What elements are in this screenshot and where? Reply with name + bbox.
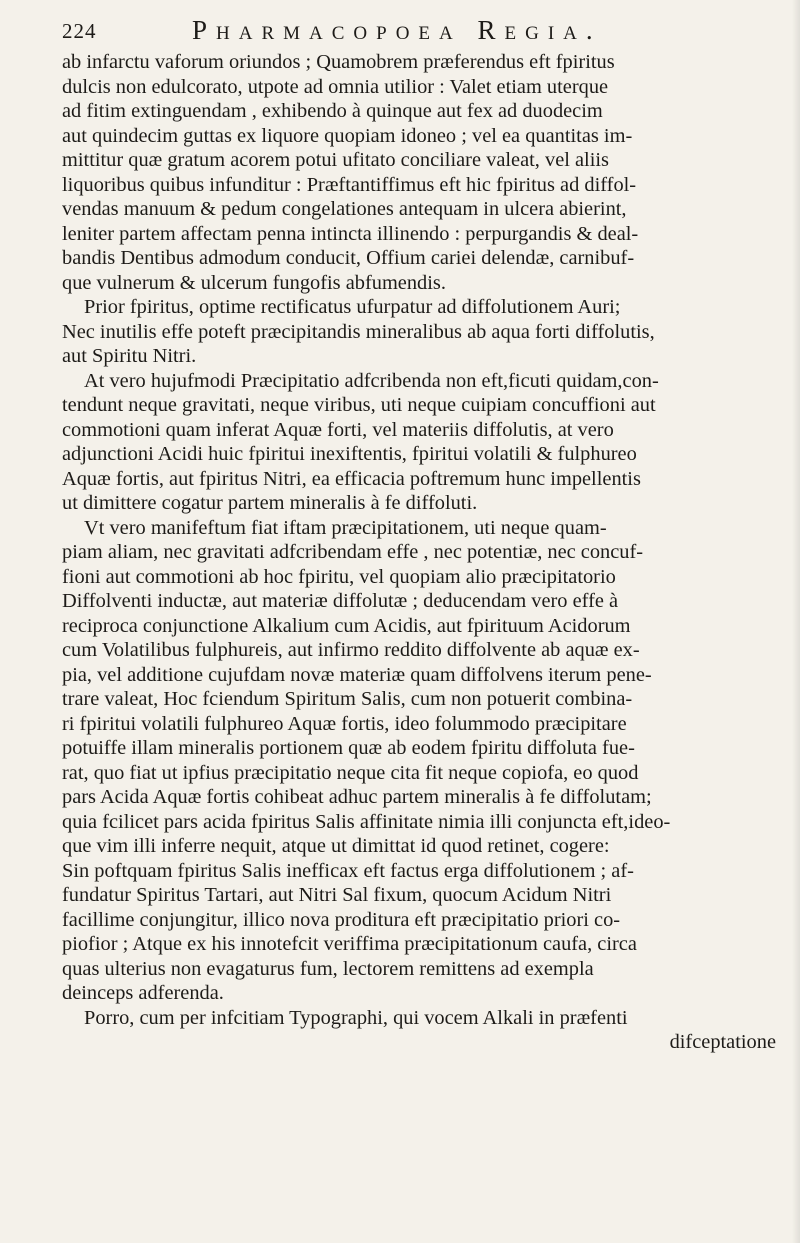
running-head: Pharmacopoea Regia. — [192, 15, 602, 45]
text-line: quas ulterius non evagaturus fum, lectorem remittens ad exempla — [62, 957, 594, 980]
text-line: Diffolventi inductæ, aut materiæ diffolutæ ; deducendam vero effe à — [62, 590, 619, 612]
text-line: potuiffe illam mineralis portionem quæ ab eodem fpiritu diffoluta fue- — [62, 737, 635, 759]
text-line: fundatur Spiritus Tartari, aut Nitri Sal fixum, quocum Acidum Nitri — [62, 884, 612, 906]
text-line: bandis Dentibus admodum conducit, Offium cariei delendæ, carnibuf- — [62, 247, 635, 269]
text-line: piam aliam, nec gravitati adfcribendam effe , nec potentiæ, nec concuf- — [62, 541, 644, 563]
text-line: cum Volatilibus fulphureis, aut infirmo reddito diffolvente ab aquæ ex- — [62, 639, 640, 661]
text-line: reciproca conjunctione Alkalium cum Acidis, aut fpirituum Acidorum — [62, 614, 631, 637]
page-edge-shadow — [792, 0, 800, 1243]
text-line: Nec inutilis effe poteft præcipitandis mineralibus ab aqua forti diffolutis, — [62, 320, 655, 343]
text-line: Sin poftquam fpiritus Salis inefficax eft factus erga diffolutionem ; af- — [62, 859, 634, 882]
text-line: que vulnerum & ulcerum fungofis abfumendis. — [62, 271, 446, 294]
text-line: difceptatione — [669, 1031, 776, 1053]
text-line: ut dimittere cogatur partem mineralis à fe diffoluti. — [62, 492, 478, 514]
text-line: ab infarctu vaforum oriundos ; Quamobrem præferendus eft fpiritus — [62, 51, 615, 73]
text-line: At vero hujufmodi Præcipitatio adfcribenda non eft,ficuti quidam,con- — [84, 369, 659, 392]
text-line: Prior fpiritus, optime rectificatus ufurpatur ad diffolutionem Auri; — [84, 296, 621, 318]
text-line: aut Spiritu Nitri. — [62, 345, 197, 367]
text-line: quia fcilicet pars acida fpiritus Salis affinitate nimia illi conjuncta eft,ideo- — [62, 810, 671, 833]
text-line: tendunt neque gravitati, neque viribus, uti neque cuipiam concuffioni aut — [62, 394, 656, 416]
text-line: commotioni quam inferat Aquæ forti, vel materiis diffolutis, at vero — [62, 418, 614, 441]
text-line: liquoribus quibus infunditur : Præftantiffimus eft hic fpiritus ad diffol- — [62, 173, 637, 196]
text-line: facillime conjungitur, illico nova proditura eft præcipitatio priori co- — [62, 908, 621, 931]
text-line: adjunctioni Acidi huic fpiritui inexiftentis, fpiritui volatili & fulphureo — [62, 443, 637, 465]
text-line: mittitur quæ gratum acorem potui ufitato conciliare valeat, vel aliis — [62, 149, 609, 171]
text-line: vendas manuum & pedum congelationes antequam in ulcera abierint, — [62, 198, 627, 220]
text-line: rat, quo fiat ut ipfius præcipitatio neque cita fit neque copiofa, eo quod — [62, 761, 639, 784]
text-line: ad fitim extinguendam , exhibendo à quinque aut fex ad duodecim — [62, 100, 603, 122]
text-line: Aquæ fortis, aut fpiritus Nitri, ea efficacia poftremum hunc impellentis — [62, 467, 641, 490]
text-line: dulcis non edulcorato, utpote ad omnia utilior : Valet etiam uterque — [62, 75, 609, 98]
text-line: piofior ; Atque ex his innotefcit veriffima præcipitationum caufa, circa — [62, 933, 637, 955]
text-line: trare valeat, Hoc fciendum Spiritum Salis, cum non potuerit combina- — [62, 688, 633, 710]
text-line: pars Acida Aquæ fortis cohibeat adhuc partem mineralis à fe diffolutam; — [62, 786, 652, 808]
text-line: Vt vero manifeftum fiat iftam præcipitationem, uti neque quam- — [84, 516, 607, 539]
text-line: leniter partem affectam penna intincta illinendo : perpurgandis & deal- — [62, 222, 639, 245]
page-header — [62, 15, 762, 49]
text-line: que vim illi inferre nequit, atque ut dimittat id quod retinet, cogere: — [62, 835, 610, 857]
page-number: 224 — [62, 19, 97, 43]
text-line: ri fpiritui volatili fulphureo Aquæ fortis, ideo folummodo præcipitare — [62, 712, 627, 735]
body-text — [62, 50, 794, 1055]
text-line: deinceps adferenda. — [62, 982, 224, 1004]
text-line: Porro, cum per infcitiam Typographi, qui vocem Alkali in præfenti — [84, 1006, 628, 1029]
text-line: aut quindecim guttas ex liquore quopiam idoneo ; vel ea quantitas im- — [62, 124, 633, 147]
text-line: pia, vel additione cujufdam novæ materiæ quam diffolvens iterum pene- — [62, 663, 652, 686]
text-line: fioni aut commotioni ab hoc fpiritu, vel quopiam alio præcipitatorio — [62, 565, 616, 588]
